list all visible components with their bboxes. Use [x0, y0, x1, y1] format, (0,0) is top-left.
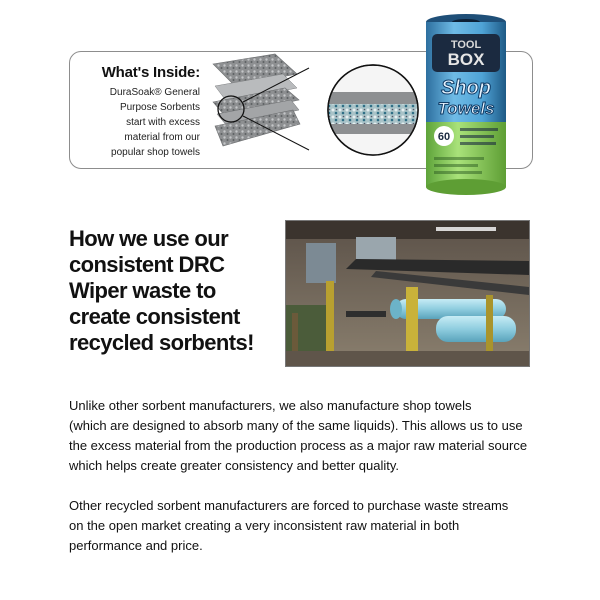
paragraph-line: (which are designed to absorb many of the same liquids). This allows us to use: [69, 418, 523, 433]
brand-line-2: BOX: [447, 50, 485, 69]
whats-inside-text: [78, 64, 200, 160]
description-line: material from our: [124, 132, 200, 143]
description-line: popular shop towels: [111, 147, 200, 158]
product-name-line-2: Towels: [437, 99, 495, 118]
paragraph-line: on the open market creating a very inconsistent raw material in both: [69, 518, 460, 533]
whats-inside-description: [78, 85, 200, 160]
shop-towels-roll-image: [418, 12, 514, 198]
body-paragraph-1: [69, 396, 539, 476]
headline-line: create consistent: [69, 304, 240, 329]
description-line: Purpose Sorbents: [119, 102, 200, 113]
paragraph-line: which helps create greater consistency and better quality.: [69, 458, 399, 473]
brand-line-1: TOOL: [450, 39, 482, 51]
factory-photo: [285, 220, 530, 367]
product-name-line-1: Shop: [441, 77, 491, 99]
whats-inside-title: What's Inside:: [101, 64, 200, 81]
headline: [69, 226, 279, 356]
description-line: DuraSoak® General: [109, 87, 200, 98]
towel-count: 60: [437, 131, 451, 143]
paragraph-line: performance and price.: [69, 538, 203, 553]
headline-line: recycled sorbents!: [69, 330, 254, 355]
headline-line: Wiper waste to: [69, 278, 216, 303]
paragraph-line: Unlike other sorbent manufacturers, we also manufacture shop towels: [69, 398, 472, 413]
paragraph-line: the excess material from the production process as a major raw material source: [69, 438, 528, 453]
description-line: start with excess: [126, 117, 200, 128]
sorbent-cross-section-illustration: [205, 52, 435, 164]
paragraph-line: Other recycled sorbent manufacturers are forced to purchase waste streams: [69, 498, 509, 513]
headline-line: consistent DRC: [69, 252, 225, 277]
body-paragraph-2: [69, 496, 539, 556]
headline-line: How we use our: [69, 226, 229, 251]
